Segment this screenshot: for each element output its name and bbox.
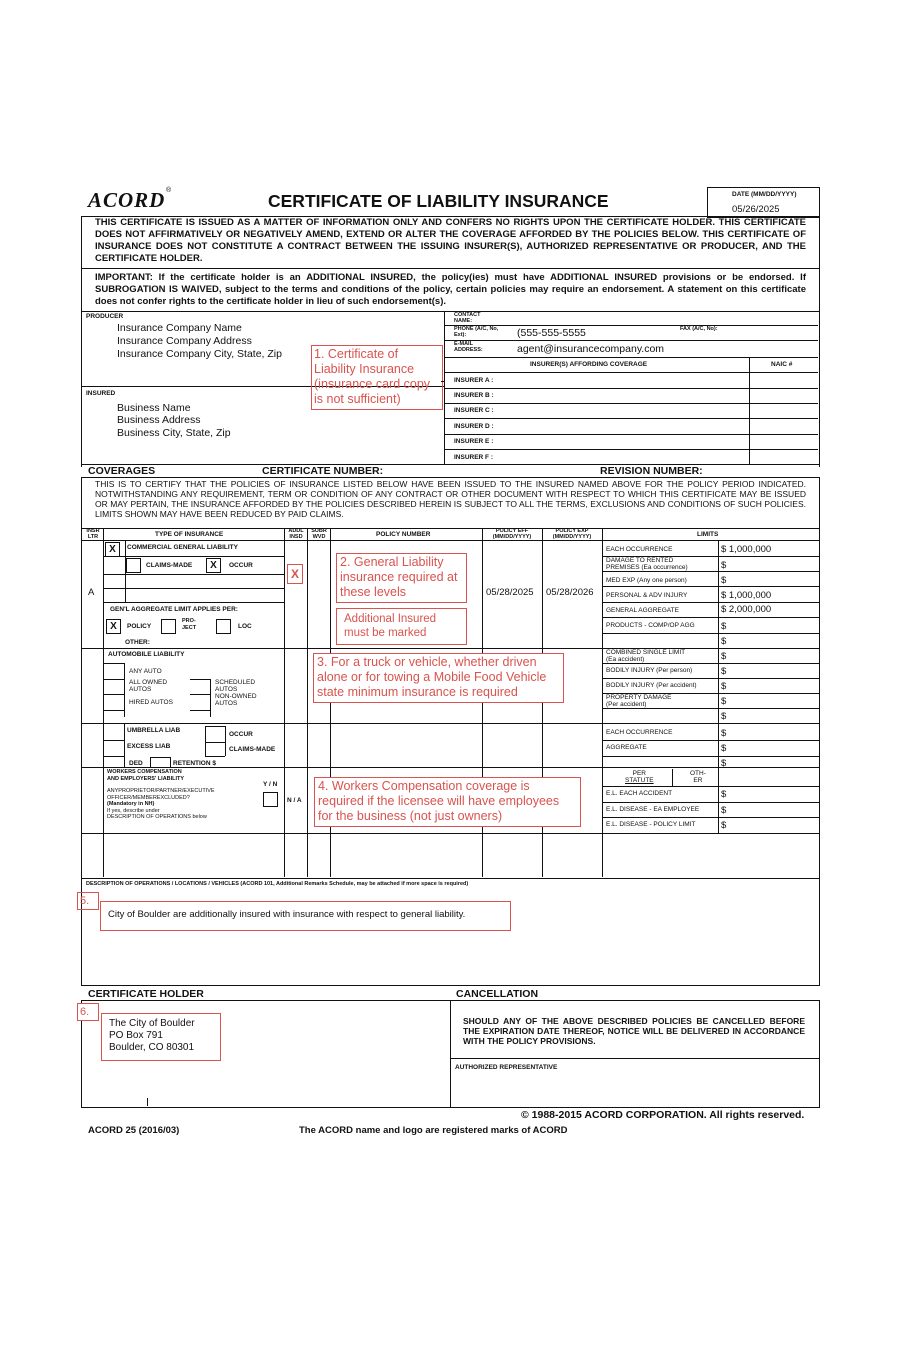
- insr-ltr-header: [83, 528, 103, 540]
- insurer-e: INSURER E :: [454, 438, 494, 445]
- limit-umbrella-occurrence-value: $: [721, 728, 727, 739]
- limit-el-employee-label: E.L. DISEASE - EA EMPLOYEE: [606, 806, 700, 813]
- occur-label: OCCUR: [229, 562, 253, 569]
- limit-umbrella-blank-value: $: [721, 758, 727, 769]
- annotation-3-line3: state minimum insurance is required: [317, 685, 518, 699]
- workers-excluded-checkbox[interactable]: [263, 792, 278, 807]
- limit-umbrella-aggregate-value: $: [721, 743, 727, 754]
- gl-eff-date: 05/28/2025: [486, 587, 534, 598]
- wvd-header: WVD: [312, 534, 326, 540]
- producer-name: Insurance Company Name: [117, 322, 242, 334]
- limit-damage-rented-label: [606, 557, 688, 571]
- type-header: TYPE OF INSURANCE: [155, 531, 224, 538]
- annotation-addl-line1: Additional Insured: [344, 613, 437, 625]
- cancellation-text: SHOULD ANY OF THE ABOVE DESCRIBED POLICIES BE CANCELLED BEFORE THE EXPIRATION DATE THEREOF, NOTICE WILL BE DELIVERED IN ACCORDANCE WITH THE POLICY PROVISIONS.: [463, 1016, 805, 1046]
- non-owned-line2: AUTOS: [215, 700, 238, 707]
- limit-products-value: $: [721, 621, 727, 632]
- limit-property-damage-label: [606, 694, 672, 708]
- workers-line2: AND EMPLOYERS' LIABILITY: [107, 775, 185, 782]
- annotation-4-line1: 4. Workers Compensation coverage is: [318, 779, 530, 793]
- annotation-addl-insured-text: [344, 612, 436, 640]
- per-statute-label: [625, 770, 654, 784]
- limit-combined-single-label: [606, 649, 685, 663]
- workers-line6: If yes, describe under: [107, 807, 160, 814]
- limits-header: LIMITS: [697, 531, 719, 538]
- limit-gl-blank-value: $: [721, 636, 727, 647]
- insd-header: INSD: [289, 534, 303, 540]
- certificate-number-label: CERTIFICATE NUMBER:: [262, 465, 384, 477]
- gl-aggregate-label: GEN'L AGGREGATE LIMIT APPLIES PER:: [110, 606, 238, 613]
- page-title: CERTIFICATE OF LIABILITY INSURANCE: [268, 191, 609, 211]
- insurer-d: INSURER D :: [454, 423, 494, 430]
- occur-checkbox[interactable]: X: [206, 558, 221, 573]
- insurer-c: INSURER C :: [454, 407, 494, 414]
- workers-line3: ANYPROPRIETOR/PARTNER/EXECUTIVE: [107, 788, 215, 794]
- limit-damage-rented-value: $: [721, 560, 727, 571]
- gl-checkbox[interactable]: X: [105, 542, 120, 557]
- revision-number-label: REVISION NUMBER:: [600, 465, 703, 477]
- limit-pd-line1: PROPERTY DAMAGE: [606, 694, 672, 701]
- limit-el-policy-label: E.L. DISEASE - POLICY LIMIT: [606, 821, 696, 828]
- annotation-2-line1: 2. General Liability: [340, 555, 444, 569]
- workers-officer-question: [107, 788, 215, 821]
- authorized-rep-label: AUTHORIZED REPRESENTATIVE: [455, 1064, 558, 1071]
- limit-umbrella-aggregate-label: AGGREGATE: [606, 744, 647, 751]
- limit-general-aggregate-label: GENERAL AGGREGATE: [606, 607, 679, 614]
- limit-umbrella-occurrence-label: EACH OCCURRENCE: [606, 729, 673, 736]
- claims-made-checkbox[interactable]: [126, 558, 141, 573]
- limit-bi-accident-label: BODILY INJURY (Per accident): [606, 682, 697, 689]
- date-value: 05/26/2025: [732, 204, 780, 215]
- auto-title: AUTOMOBILE LIABILITY: [108, 651, 185, 658]
- insured-city: Business City, State, Zip: [117, 427, 231, 439]
- subr-wvd-header: [308, 528, 330, 540]
- cancellation-label: CANCELLATION: [456, 988, 539, 1000]
- limit-el-policy-value: $: [721, 820, 727, 831]
- eff-format: (MM/DD/YYYY): [492, 534, 532, 540]
- annotation-1-line3: (insurance card copy: [314, 377, 431, 391]
- insurer-b: INSURER B :: [454, 392, 494, 399]
- important-notice: IMPORTANT: If the certificate holder is an ADDITIONAL INSURED, the policy(ies) must have ADDITIONAL INSURED provisions or be endorsed. If SUBROGATION IS WAIVED, subject to the terms and conditions of the policy, certain policies may require an endorsement. A statement on this certificate does not confer rights to the certificate holder in lieu of such endorsement(s).: [95, 272, 806, 307]
- copyright: © 1988-2015 ACORD CORPORATION. All rights reserved.: [521, 1109, 805, 1121]
- oth-label: OTH-: [690, 770, 706, 777]
- umbrella-occur-label: OCCUR: [229, 731, 253, 738]
- ltr-header: LTR: [87, 534, 99, 540]
- er-label: ER: [693, 777, 703, 784]
- eff-label: POLICY EFF: [495, 528, 529, 534]
- workers-line1: WORKERS COMPENSATION: [107, 769, 182, 775]
- policy-exp-header: [542, 528, 602, 540]
- insured-label: INSURED: [86, 390, 116, 397]
- project-label-line1: PRO-: [182, 618, 196, 624]
- all-owned-line1: ALL OWNED: [129, 679, 168, 686]
- annotation-1-line1: 1. Certificate of: [314, 347, 399, 361]
- any-auto-label: ANY AUTO: [129, 668, 162, 675]
- project-label: [182, 618, 196, 632]
- holder-box: PO Box 791: [109, 1030, 163, 1041]
- holder-city: Boulder, CO 80301: [109, 1042, 195, 1053]
- certify-text: THIS IS TO CERTIFY THAT THE POLICIES OF INSURANCE LISTED BELOW HAVE BEEN ISSUED TO THE INSURED NAMED ABOVE FOR THE POLICY PERIOD INDICATED. NOTWITHSTANDING ANY REQUIREMENT, TERM OR CONDITION OF ANY CONTRACT OR OTHER DOCUMENT WITH RESPECT TO WHICH THIS CERTIFICATE MAY BE ISSUED OR MAY PERTAIN, THE INSURANCE AFFORDED BY THE POLICIES DESCRIBED HEREIN IS SUBJECT TO ALL THE TERMS, EXCLUSIONS AND CONDITIONS OF SUCH POLICIES. LIMITS SHOWN MAY HAVE BEEN REDUCED BY PAID CLAIMS.: [95, 479, 806, 519]
- annotation-2-text: [340, 555, 457, 600]
- annotation-2-line2: insurance required at: [340, 570, 458, 584]
- certificate-holder-label: CERTIFICATE HOLDER: [88, 988, 204, 1000]
- policy-label: POLICY: [127, 623, 152, 630]
- coverages-label: COVERAGES: [88, 465, 156, 477]
- annotation-3-line2: alone or for towing a Mobile Food Vehicle: [317, 670, 547, 684]
- gl-title: COMMERCIAL GENERAL LIABILITY: [127, 544, 238, 551]
- insr-header: INSR: [86, 528, 100, 534]
- policy-number-header: POLICY NUMBER: [376, 531, 431, 538]
- project-label-line2: JECT: [182, 625, 197, 631]
- workers-line4: OFFICER/MEMBEREXCLUDED?: [107, 794, 190, 801]
- date-box: [707, 187, 820, 218]
- subr-header: SUBR: [311, 528, 327, 534]
- description-frame: [81, 877, 820, 986]
- limit-bi-accident-value: $: [721, 681, 727, 692]
- insurer-a: INSURER A :: [454, 377, 494, 384]
- umbrella-claims-made-label: CLAIMS-MADE: [229, 746, 276, 753]
- loc-checkbox[interactable]: [216, 619, 231, 634]
- ded-label: DED: [129, 760, 143, 767]
- annotation-6-marker: 6.: [77, 1003, 99, 1021]
- description-label: DESCRIPTION OF OPERATIONS / LOCATIONS / VEHICLES (ACORD 101, Additional Remarks Schedule, may be attached if more space is required): [86, 881, 469, 887]
- holder-address: [109, 1018, 195, 1054]
- limit-med-exp-label: MED EXP (Any one person): [606, 577, 687, 584]
- insured-name: Business Name: [117, 402, 191, 414]
- insured-address: Business Address: [117, 414, 201, 426]
- oth-er-label: [690, 770, 706, 784]
- insurers-header: INSURER(S) AFFORDING COVERAGE: [530, 361, 648, 368]
- policy-eff-header: [482, 528, 542, 540]
- annotation-2-line3: these levels: [340, 585, 407, 599]
- hired-autos-label: HIRED AUTOS: [129, 699, 173, 706]
- limit-products-label: PRODUCTS - COMP/OP AGG: [606, 622, 695, 629]
- annotation-addl-line2: must be marked: [344, 627, 427, 639]
- limit-combined-single-value: $: [721, 651, 727, 662]
- statute-label: STATUTE: [625, 777, 654, 784]
- producer-label: PRODUCER: [86, 313, 124, 320]
- limit-combined-line2: (Ea accident): [606, 656, 645, 663]
- form-number: ACORD 25 (2016/03): [88, 1125, 180, 1136]
- umbrella-label: UMBRELLA LIAB: [127, 727, 181, 734]
- trademark-notice: The ACORD name and logo are registered marks of ACORD: [299, 1125, 568, 1136]
- retention-label: RETENTION $: [173, 760, 216, 767]
- policy-checkbox[interactable]: X: [106, 619, 121, 634]
- annotation-1-line4: is not sufficient): [314, 392, 401, 406]
- annotation-4-line3: for the business (not just owners): [318, 809, 503, 823]
- logo-registered-mark: ®: [166, 187, 172, 194]
- naic-header: NAIC #: [771, 361, 793, 368]
- workers-line7: DESCRIPTION OF OPERATIONS below: [107, 814, 207, 820]
- limit-bi-person-label: BODILY INJURY (Per person): [606, 667, 693, 674]
- limit-each-occurrence-label: EACH OCCURRENCE: [606, 546, 673, 553]
- insurer-f: INSURER F :: [454, 454, 493, 461]
- limit-damage-rented-line2: PREMISES (Ea occurrence): [606, 564, 688, 571]
- non-owned-line1: NON-OWNED: [215, 693, 257, 700]
- limit-bi-person-value: $: [721, 666, 727, 677]
- limit-med-exp-value: $: [721, 575, 727, 586]
- project-checkbox[interactable]: [161, 619, 176, 634]
- workers-line5: (Mandatory in NH): [107, 801, 155, 807]
- excess-label: EXCESS LIAB: [127, 743, 171, 750]
- gl-insurer-letter: A: [88, 587, 95, 598]
- limit-personal-injury-value: $ 1,000,000: [721, 590, 772, 601]
- gl-exp-date: 05/28/2026: [546, 587, 594, 598]
- limit-el-accident-value: $: [721, 789, 727, 800]
- scheduled-line2: AUTOS: [215, 686, 238, 693]
- annotation-addl-insd-x: X: [287, 564, 303, 584]
- other-label: OTHER:: [125, 639, 150, 646]
- description-text: City of Boulder are additionally insured with insurance with respect to general liability.: [108, 909, 466, 920]
- limit-personal-injury-label: PERSONAL & ADV INJURY: [606, 592, 688, 599]
- annotation-1-line2: Liability Insurance: [314, 362, 415, 376]
- annotation-3-line1: 3. For a truck or vehicle, whether driven: [317, 655, 537, 669]
- exp-label: POLICY EXP: [555, 528, 589, 534]
- disclaimer: THIS CERTIFICATE IS ISSUED AS A MATTER OF INFORMATION ONLY AND CONFERS NO RIGHTS UPON THE CERTIFICATE HOLDER. THIS CERTIFICATE DOES NOT AFFIRMATIVELY OR NEGATIVELY AMEND, EXTEND OR ALTER THE COVERAGE AFFORDED BY THE POLICIES BELOW. THIS CERTIFICATE OF INSURANCE DOES NOT CONSTITUTE A CONTRACT BETWEEN THE ISSUING INSURER(S), AUTHORIZED REPRESENTATIVE OR PRODUCER, AND THE CERTIFICATE HOLDER.: [95, 217, 806, 264]
- limit-el-accident-label: E.L. EACH ACCIDENT: [606, 790, 673, 797]
- workers-na: N / A: [287, 797, 302, 804]
- annotation-1-text: [314, 347, 430, 407]
- annotation-4-line2: required if the licensee will have employees: [318, 794, 560, 808]
- limit-auto-blank-value: $: [721, 711, 727, 722]
- scheduled-line1: SCHEDULED: [215, 679, 256, 686]
- all-owned-line2: AUTOS: [129, 686, 152, 693]
- workers-yn: Y / N: [263, 781, 278, 788]
- email-label: E-MAIL ADDRESS:: [454, 341, 483, 353]
- holder-name: The City of Boulder: [109, 1018, 195, 1029]
- date-label: DATE (MM/DD/YYYY): [732, 191, 797, 198]
- limit-pd-line2: (Per accident): [606, 701, 647, 708]
- phone-label: PHONE (A/C, No, Ext):: [454, 326, 499, 338]
- limit-combined-line1: COMBINED SINGLE LIMIT: [606, 649, 686, 656]
- limit-each-occurrence-value: $ 1,000,000: [721, 544, 772, 555]
- non-owned-autos-label: [215, 693, 257, 707]
- claims-made-label: CLAIMS-MADE: [146, 562, 193, 569]
- annotation-5-marker: 5.: [77, 892, 99, 910]
- annotation-4-text: [318, 779, 559, 824]
- all-owned-label: [129, 679, 167, 693]
- exp-format: (MM/DD/YYYY): [552, 534, 592, 540]
- fax-label: FAX (A/C, No):: [680, 326, 718, 332]
- email-value: agent@insurancecompany.com: [517, 343, 665, 355]
- limit-property-damage-value: $: [721, 696, 727, 707]
- limit-el-employee-value: $: [721, 805, 727, 816]
- producer-address: Insurance Company Address: [117, 335, 252, 347]
- limit-damage-rented-line1: DAMAGE TO RENTED: [606, 557, 674, 564]
- addl-insd-header: [285, 528, 307, 540]
- annotation-3-text: [317, 655, 546, 700]
- addl-header: ADDL: [288, 528, 304, 534]
- per-label: PER: [632, 770, 647, 777]
- phone-value: (555-555-5555: [517, 327, 586, 339]
- loc-label: LOC: [238, 623, 252, 630]
- producer-city: Insurance Company City, State, Zip: [117, 348, 282, 360]
- acord-logo: ACORD: [88, 188, 166, 212]
- workers-comp-title: [107, 769, 184, 782]
- scheduled-autos-label: [215, 679, 255, 693]
- contact-name-label: CONTACT NAME:: [454, 312, 481, 324]
- limit-general-aggregate-value: $ 2,000,000: [721, 604, 772, 615]
